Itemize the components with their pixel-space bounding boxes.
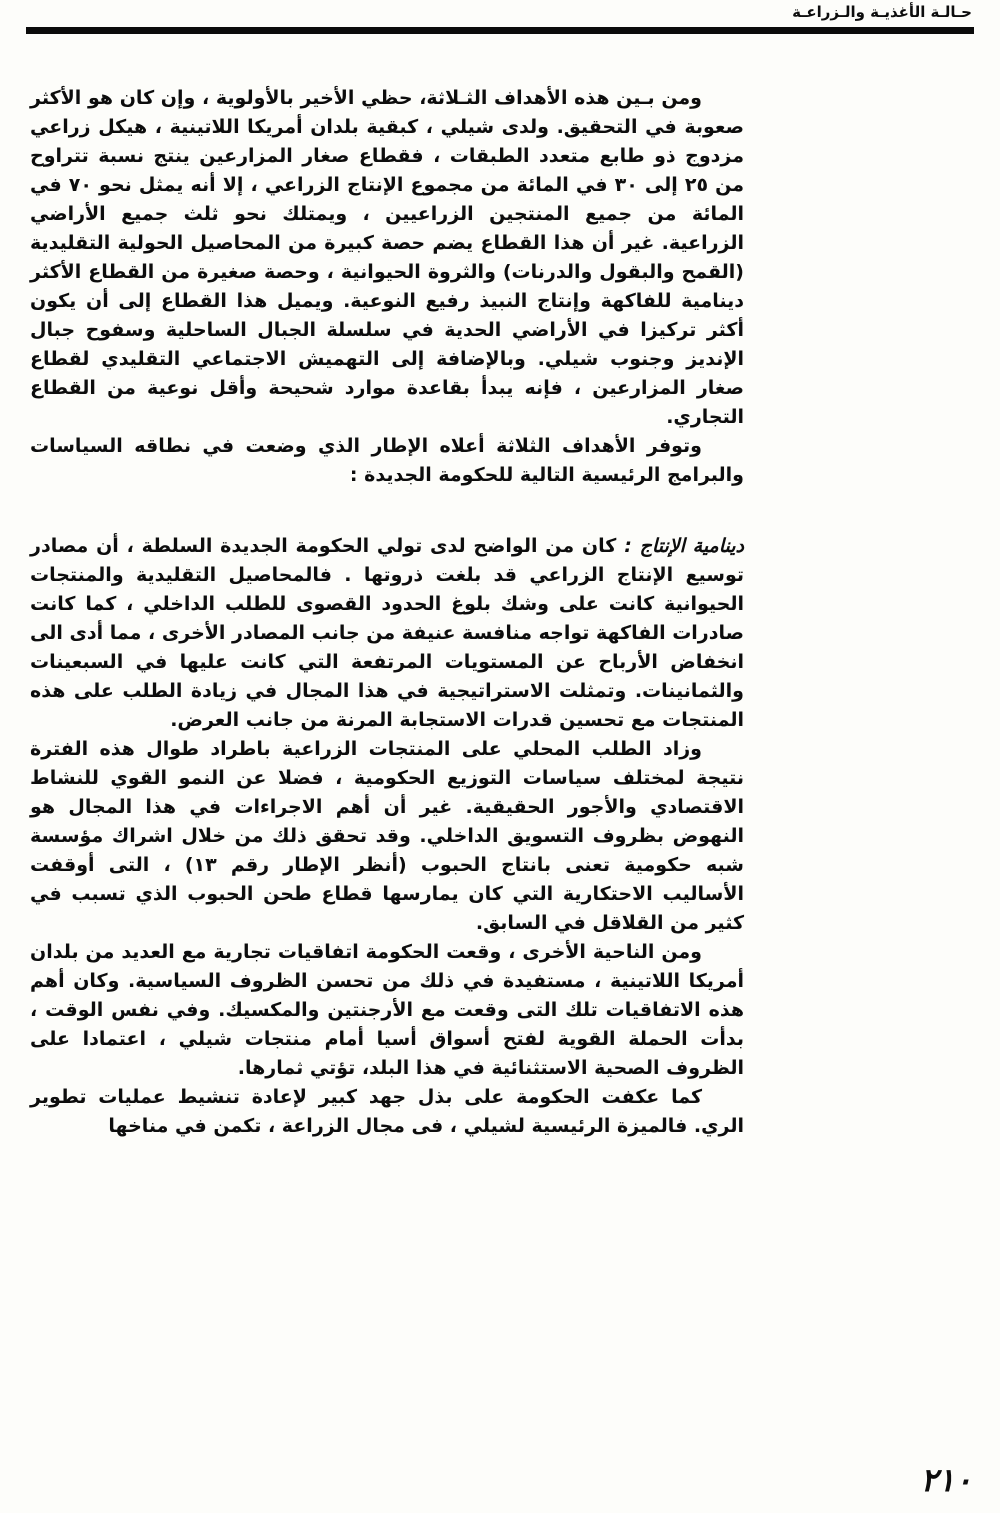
running-header-title: حـالـة الأغذيـة والـزراعـة: [792, 3, 972, 21]
paragraph: وزاد الطلب المحلي على المنتجات الزراعية باطراد طوال هذه الفترة نتيجة لمختلف سياسات التوزيع الحكومية ، فضلا عن النمو القوي للنشاط الاقتصادي والأجور الحقيقية. غير أن أهم الاجراءات في هذا المجال هو النهوض بظروف التسويق الداخلي. وقد تحقق ذلك من خلال اشراك مؤسسة شبه حكومية تعنى بانتاج الحبوب (أنظر الإطار رقم ١٣) ، التى أوقفت الأساليب الاحتكارية التي كان يمارسها قطاع طحن الحبوب الذي تسبب في كثير من القلاقل في السابق.: [30, 738, 744, 934]
page-number: ٢١٠: [920, 1461, 972, 1499]
paragraph: وتوفر الأهداف الثلاثة أعلاه الإطار الذي وضعت في نطاقه السياسات والبرامج الرئيسية التالية للحكومة الجديدة :: [30, 435, 744, 486]
paragraph: [30, 532, 744, 735]
paragraph-text: كان من الواضح لدى تولي الحكومة الجديدة السلطة ، أن مصادر توسيع الإنتاج الزراعي قد بلغت ذروتها . فالمحاصيل التقليدية والمنتجات الحيوانية كانت على وشك بلوغ الحدود القصوى للطلب الداخلي ، كما كانت صادرات الفاكهة تواجه منافسة عنيفة من جانب المصادر الأخرى ، مما أدى الى انخفاض الأرباح عن المستويات المرتفعة التي كانت عليها في السبعينات والثمانينات. وتمثلت الاستراتيجية في هذا المجال في زيادة الطلب على هذه المنتجات مع تحسين قدرات الاستجابة المرنة من جانب العرض.: [29, 535, 744, 731]
paragraph: ومن الناحية الأخرى ، وقعت الحكومة اتفاقيات تجارية مع العديد من بلدان أمريكا اللاتينية ، مستفيدة في ذلك من تحسن الظروف السياسية. وكان أهم هذه الاتفاقيات تلك التى وقعت مع الأرجنتين والمكسيك. وفي نفس الوقت ، بدأت الحملة القوية لفتح أسواق أسيا أمام منتجات شيلي ، اعتمادا على الظروف الصحية الاستثنائية في هذا البلد، تؤتي ثمارها.: [30, 941, 744, 1079]
header-rule: [26, 27, 974, 34]
body-text-column: [30, 84, 744, 1141]
paragraph: كما عكفت الحكومة على بذل جهد كبير لإعادة تنشيط عمليات تطوير الري. فالميزة الرئيسية لشيلي ، فى مجال الزراعة ، تكمن في مناخها: [30, 1086, 744, 1137]
paragraph: ومن بـين هذه الأهداف الثـلاثة، حظي الأخير بالأولوية ، وإن كان هو الأكثر صعوبة في التحقيق. ولدى شيلي ، كبقية بلدان أمريكا اللاتينية ، هيكل زراعي مزدوج ذو طابع متعدد الطبقات ، فقطاع صغار المزارعين ينتج نسبة تتراوح من ٢٥ إلى ٣٠ في المائة من مجموع الإنتاج الزراعي ، إلا أنه يمثل نحو ٧٠ في المائة من جميع المنتجين الزراعيين ، ويمتلك نحو ثلث جميع الأراضي الزراعية. غير أن هذا القطاع يضم حصة كبيرة من المحاصيل الحولية التقليدية (القمح والبقول والدرنات) والثروة الحيوانية ، وحصة صغيرة من القطاع الأكثر دينامية للفاكهة وإنتاج النبيذ رفيع النوعية. ويميل هذا القطاع إلى أن يكون أكثر تركيزا في الأراضي الحدية في سلسلة الجبال الساحلية وسفوح جبال الإنديز وجنوب شيلي. وبالإضافة إلى التهميش الاجتماعي التقليدي لقطاع صغار المزارعين ، فإنه يبدأ بقاعدة موارد شحيحة وأقل نوعية من القطاع التجاري.: [30, 87, 744, 428]
paragraph-lead: دينامية الإنتاج :: [624, 535, 744, 557]
